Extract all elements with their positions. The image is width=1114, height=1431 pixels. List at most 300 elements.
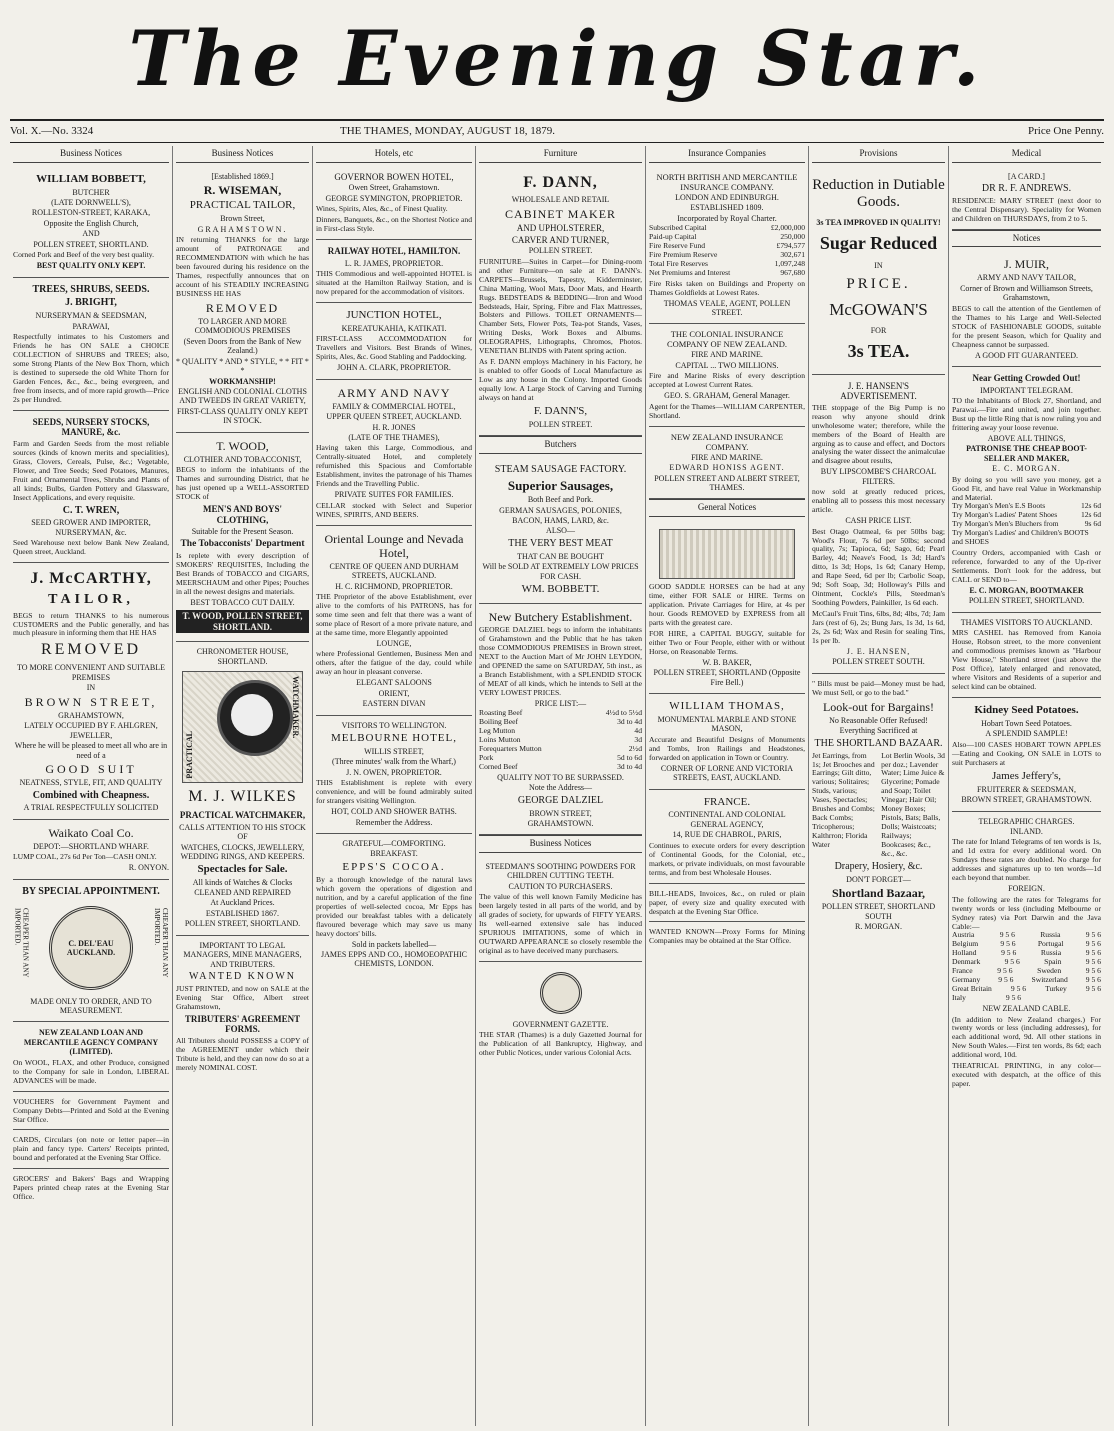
capital-row-cell: 250,000 xyxy=(780,231,805,241)
ad-title: ARMY AND NAVY xyxy=(337,385,451,400)
ad-line: ENGLISH AND COLONIAL CLOTHS AND TWEEDS IN GREAT VARIETY, xyxy=(178,386,307,406)
rates-row-cell: Portugal xyxy=(1037,939,1064,949)
ad-line: WILLIS STREET, xyxy=(364,746,424,756)
ad-sign: J. E. HANSEN, xyxy=(846,646,911,656)
ad-line: CHRONOMETER HOUSE, SHORTLAND. xyxy=(196,647,289,666)
ad-oriental-lounge xyxy=(316,526,472,716)
price-row-cell: 4d xyxy=(634,726,642,736)
ad-line: Sold in packets labelled— xyxy=(351,939,437,949)
ad-body: Continues to execute orders for every description of Continental Goods, for the Colonial, etc., markets, or private individuals, on most favourable terms, and from best Wholesale Houses. xyxy=(649,840,805,877)
ad-body: Seed Warehouse next below Bank New Zealand, Queen street, Auckland. xyxy=(13,538,169,557)
ad-body: " Bills must be paid—Money must be had, We must Sell, or go to the bad." xyxy=(812,678,945,697)
seal-side-text: CHEAPER THAN ANY IMPORTED. xyxy=(152,907,169,977)
volume-number: Vol. X.—No. 3324 xyxy=(10,125,94,137)
ad-title: GOVERNOR BOWEN HOTEL, xyxy=(334,171,454,182)
ad-line: (Seven Doors from the Bank of New Zealand.) xyxy=(183,336,302,356)
capital-row-cell: Subscribed Capital xyxy=(649,222,707,232)
ad-sign: E. C. MORGAN, BOOTMAKER xyxy=(969,586,1084,596)
ad-line: Incorporated by Royal Charter. xyxy=(677,213,777,223)
rates-row xyxy=(952,958,1101,967)
capital-row-cell: Fire Premium Reserve xyxy=(649,249,718,259)
ad-line: 14, RUE DE CHABROL, PARIS, xyxy=(672,830,782,840)
ad-line: WANTED KNOWN xyxy=(188,970,297,982)
ad-trade: BUTCHER xyxy=(72,187,110,197)
ad-body: THE stoppage of the Big Pump is no reason why anyone should drink unwholesome water; therefore, while the members of the Board of Health are arguing as to cause and effect, and Doctors analysing the water dissect the animalculae and disagree about results, xyxy=(812,402,945,466)
ad-name: R. WISEMAN, xyxy=(203,183,282,198)
bazaar-lists xyxy=(812,752,945,859)
section-heading: Butchers xyxy=(479,436,642,454)
ad-line: A SPLENDID SAMPLE! xyxy=(985,729,1068,739)
ad-line: MEN'S AND BOYS' CLOTHING, xyxy=(202,504,282,525)
price-row-cell: 2½d xyxy=(628,743,642,753)
column-3 xyxy=(313,146,476,1426)
ad-title: NORTH BRITISH AND MERCANTILE INSURANCE COMPANY. xyxy=(656,171,798,192)
ad-line: KEREATUKAHIA, KATIKATI. xyxy=(341,323,447,333)
capital-row-cell: £2,000,000 xyxy=(770,222,805,232)
ad-line: THAT CAN BE BOUGHT xyxy=(517,551,604,561)
ad-sign: THOMAS VEALE, AGENT, POLLEN STREET. xyxy=(663,298,791,318)
rates-row-cell: 9 5 6 xyxy=(999,930,1015,940)
ad-line: IMPORTANT TELEGRAM. xyxy=(980,385,1073,395)
ad-line: THE VERY BEST MEAT xyxy=(508,537,613,549)
ad-mcgowans-tea xyxy=(812,167,945,375)
ad-line: WHOLESALE AND RETAIL xyxy=(511,195,610,205)
ad-body: BILL-HEADS, Invoices, &c., on ruled or plain paper, of every size and quality executed with despatch at the Evening Star Office. xyxy=(649,888,805,916)
ad-trade: ARMY AND NAVY TAILOR, xyxy=(977,273,1076,283)
ad-line: 3s TEA. xyxy=(847,341,910,362)
ad-line: * QUALITY * AND * STYLE, * * FIT * * xyxy=(176,356,309,376)
ad-body: FOR HIRE, a CAPITAL BUGGY, suitable for either Two or Four People, either with or without Horse, on Reasonable Terms. xyxy=(649,628,805,656)
ad-title: JUNCTION HOTEL, xyxy=(346,308,442,321)
ad-body: where Professional Gentlemen, Business Men and others, after the fatigue of the day, could while away an hour in pleasant converse. xyxy=(316,649,472,677)
columns xyxy=(10,146,1104,1426)
ad-line: Everything Sacrificed at xyxy=(839,726,918,736)
ad-wren-seeds xyxy=(13,411,169,563)
price-row-cell: 3d to 4d xyxy=(617,761,642,771)
ad-sign: R. MORGAN. xyxy=(855,922,902,932)
rates-row-cell: 9 5 6 xyxy=(1085,975,1101,985)
ad-title: TREES, SHRUBS, SEEDS. xyxy=(32,283,150,295)
ad-title: SEEDS, NURSERY STOCKS, MANURE, &c. xyxy=(32,416,150,438)
ad-body: FIRST-CLASS ACCOMMODATION for Travellers and Visitors. Best Brands of Wines, Spirits, Ales, &c. Good Stabling and Paddocking. xyxy=(316,334,472,362)
rates-row-cell: Denmark xyxy=(952,957,981,967)
ad-trade: TAILOR, xyxy=(48,592,134,608)
ad-title: GOVERNMENT GAZETTE. xyxy=(512,1019,609,1029)
section-heading: Notices xyxy=(952,230,1101,248)
seal-row xyxy=(13,900,169,996)
newspaper-title: The Evening Star. xyxy=(128,14,986,103)
price-list xyxy=(479,709,642,772)
ad-line: Suitable for the Present Season. xyxy=(191,527,294,537)
ad-continental-agency xyxy=(649,790,805,884)
ad-line: FIRST-CLASS QUALITY ONLY KEPT IN STOCK. xyxy=(177,406,308,426)
ad-name: M. J. WILKES xyxy=(188,788,297,806)
ad-title: Near Getting Crowded Out! xyxy=(972,372,1081,383)
ad-line: QUALITY NOT TO BE SURPASSED. xyxy=(497,772,624,782)
boots-row-cell: 9s 6d xyxy=(1084,519,1101,529)
ad-line: THE SHORTLAND BAZAAR. xyxy=(814,737,943,749)
ad-del-eau xyxy=(13,880,169,1023)
ad-line: BROWN STREET, xyxy=(529,808,592,818)
rates-row xyxy=(952,985,1101,994)
ad-bill-heads xyxy=(649,884,805,923)
capital-row-cell: Net Premiums and Interest xyxy=(649,267,731,277)
ad-body: The value of this well known Family Medicine has been largely tested in all parts of the world, and by all grades of society, for upwards of FIFTY YEARS. Its well-earned extensive sale has induced SPURIOUS IMITATIONS, some of which in OUTWARD APPEARANCE so closely resemble the original as to have deceived many purchasers. xyxy=(479,892,642,956)
ad-body: Having taken this Large, Commodious, and Centrally-situated Hotel, and completely refurnished this Spacious and Comfortable Establishment, invites the patronage of his Thames Friends and the Travelling Public. xyxy=(316,443,472,489)
ad-line: BEST TOBACCO CUT DAILY. xyxy=(190,597,295,607)
ad-waikato-coal xyxy=(13,820,169,880)
rates-row-cell: 9 5 6 xyxy=(1085,984,1101,994)
ad-body: CARDS, Circulars (on note or letter paper—in plain and fancy type. Carters' Receipts printed, bound and perforated at the Evening Star Office. xyxy=(13,1135,169,1163)
ad-line: FAMILY & COMMERCIAL HOTEL, xyxy=(332,401,456,411)
ad-cards xyxy=(13,1130,169,1169)
ad-line: INLAND. xyxy=(1010,827,1043,836)
ad-title: Oriental Lounge and Nevada Hotel, xyxy=(324,531,464,560)
ad-name: T. WOOD, xyxy=(216,438,269,453)
ad-line: POLLEN STREET SOUTH. xyxy=(832,657,925,667)
boots-row-cell: Try Morgan's Men's Bluchers from xyxy=(952,519,1059,529)
ad-line: NEW ZEALAND CABLE. xyxy=(982,1004,1071,1014)
column-heading: Furniture xyxy=(479,146,642,163)
ad-line: GRAHAMSTOWN. xyxy=(527,818,594,828)
boots-row-cell: 12s 6d xyxy=(1080,510,1101,520)
ad-line: [A CARD.] xyxy=(1008,171,1045,181)
ad-line: POLLEN STREET. xyxy=(528,419,593,429)
ad-removed: REMOVED xyxy=(40,641,142,659)
ad-line: JAMES EPPS AND CO., HOMOEOPATHIC CHEMISTS, LONDON. xyxy=(321,949,467,969)
ad-removed: REMOVED xyxy=(205,300,280,315)
ad-proxy-forms xyxy=(649,922,805,951)
ad-body: THIS Commodious and well-appointed HOTEL is situated at the Hamilton Railway Station, and is now prepared for the accommodation of visitors. xyxy=(316,269,472,296)
ad-title: THAMES VISITORS TO AUCKLAND. xyxy=(960,617,1093,627)
ad-dalziel-butchery xyxy=(479,604,642,835)
ad-title: FRANCE. xyxy=(703,795,751,808)
rates-row-cell: Switzerland xyxy=(1031,975,1068,985)
ad-line: Remember the Address. xyxy=(355,817,433,827)
ad-body: now sold at greatly reduced prices, enabling all to possess this most necessary article. xyxy=(812,487,945,515)
ad-body: The following are the rates for Telegrams for twenty words or less (including Melbourne or Sydney rates) via Port Darwin and the Java Cable:— xyxy=(952,894,1101,931)
ad-line: GRAHAMSTOWN, xyxy=(58,710,124,720)
ad-line: TO LARGER AND MORE COMMODIOUS PREMISES xyxy=(194,316,291,336)
ad-body: Fire and Marine Risks of every description accepted at Lowest Current Rates. xyxy=(649,371,805,390)
ad-line: POLLEN STREET AND ALBERT STREET, THAMES. xyxy=(654,473,800,492)
ad-morgan-boots xyxy=(952,367,1101,613)
rates-row-cell: 9 5 6 xyxy=(1001,948,1017,958)
ad-body: CELLAR stocked with Select and Superior WINES, SPIRITS, AND BEERS. xyxy=(316,500,472,519)
column-heading: Provisions xyxy=(812,146,945,163)
rates-row-cell: 9 5 6 xyxy=(998,975,1014,985)
price-row-cell: 3d to 4d xyxy=(617,717,642,727)
ad-line: ORIENT, xyxy=(378,688,410,698)
ad-line: PRIVATE SUITES FOR FAMILIES. xyxy=(334,490,454,500)
dateline xyxy=(10,123,1104,141)
ad-trade: NURSERYMAN & SEEDSMAN, xyxy=(35,311,147,321)
rates-row-cell: Russia xyxy=(1040,930,1061,940)
ad-line: FOREIGN. xyxy=(1008,884,1045,894)
ad-trade: PRACTICAL WATCHMAKER, xyxy=(179,810,306,821)
bazaar-list: Lot Berlin Wools, 3d per doz.; Lavender Water; Lime Juice & Glycerine; Pomade and Soap; Toilet Vinegar; Hair Oil; Money Boxes; Pistols, Bats; Balls, Dolls; Waistcoats; Railways; Bookcases; &c., &c., &c. xyxy=(881,750,945,859)
ad-name: J. MUIR, xyxy=(1003,257,1049,272)
ad-line: Both Beef and Pork. xyxy=(527,495,594,505)
rates-row-cell: Great Britain xyxy=(952,984,992,994)
ad-subhead: The Tobacconists' Department xyxy=(180,538,305,549)
ad-line: Sugar Reduced xyxy=(819,233,938,254)
ad-line: GRAHAMSTOWN. xyxy=(197,224,288,234)
rates-row-cell: Germany xyxy=(952,975,981,985)
ad-line: All kinds of Watches & Clocks CLEANED AND REPAIRED xyxy=(192,878,293,897)
ad-trade: CABINET MAKER xyxy=(504,206,617,221)
ad-line: A TRIAL RESPECTFULLY SOLICITED xyxy=(23,803,159,813)
ad-line: Brown Street, xyxy=(220,214,265,224)
ad-title: EPPS'S COCOA. xyxy=(342,860,446,873)
rates-row-cell: 9 5 6 xyxy=(1000,939,1016,949)
ad-line: LONDON AND EDINBURGH. xyxy=(675,192,779,202)
ad-line: ESTABLISHED 1809. xyxy=(690,203,764,213)
place-date: THE THAMES, MONDAY, AUGUST 18, 1879. xyxy=(340,125,556,137)
price-row-cell: Roasting Beef xyxy=(479,708,523,718)
ad-title: NEW ZEALAND INSURANCE COMPANY. xyxy=(670,431,784,452)
ad-north-british xyxy=(649,167,805,325)
coach-illustration-image xyxy=(659,529,795,579)
rates-row-cell: 9 5 6 xyxy=(1010,984,1027,994)
capital-row-cell: 302,671 xyxy=(780,249,805,259)
price-row-cell: Loins Mutton xyxy=(479,735,521,745)
ad-line: DON'T FORGET— xyxy=(846,874,911,884)
rates-row-cell: 9 5 6 xyxy=(1004,957,1020,967)
capital-row-cell: Fire Reserve Fund xyxy=(649,240,706,250)
ad-governor-bowen xyxy=(316,167,472,240)
rates-row-cell: 9 5 6 xyxy=(997,966,1013,976)
ad-name: E. C. MORGAN. xyxy=(992,464,1061,474)
ad-body: The rate for Inland Telegrams of ten words is 1s, and 1d extra for every additional word. On Sundays these rates are doubled. No charge for addresses and signatures up to ten words—1d each beyond that number. xyxy=(952,837,1101,883)
ad-banner: T. WOOD, POLLEN STREET, SHORTLAND. xyxy=(176,610,309,633)
ad-line: EASTERN DIVAN xyxy=(362,699,426,709)
royal-arms-image xyxy=(540,972,582,1014)
column-2 xyxy=(173,146,313,1426)
ad-nz-insurance xyxy=(649,427,805,500)
ad-wilkes-watchmaker xyxy=(176,642,309,935)
ad-line: H. C. RICHMOND, PROPRIETOR. xyxy=(335,581,453,591)
ad-jefferys xyxy=(952,698,1101,812)
ad-line: FIRE AND MARINE. xyxy=(691,350,763,360)
ad-bright-nursery xyxy=(13,278,169,411)
ad-body: Corned Pork and Beef of the very best quality. xyxy=(13,250,155,260)
ad-line: AND xyxy=(82,229,100,239)
ad-steedman-powders xyxy=(479,857,642,962)
masthead xyxy=(0,0,1114,118)
ad-name: Shortland Bazaar, xyxy=(832,886,925,901)
ad-suit: GOOD SUIT xyxy=(45,761,137,776)
ad-title: NEW ZEALAND LOAN AND MERCANTILE AGENCY COMPANY (LIMITED). xyxy=(23,1028,159,1057)
ad-line: TRIBUTERS' AGREEMENT FORMS. xyxy=(184,1013,301,1035)
price-row-cell: Corned Beef xyxy=(479,761,518,771)
ad-title: STEAM SAUSAGE FACTORY. xyxy=(494,464,627,475)
ad-title: STEEDMAN'S SOOTHING POWDERS FOR CHILDREN CUTTING TEETH. xyxy=(485,862,636,881)
bazaar-list: Jet Earrings, from 1s; Jet Brooches and Earrings; Gilt ditto, various; Solitaires; Studs, various; Vases, Spectacles; Brushes and Combs; Back Combs; Tricopherous; Kalthrron; Florida Water xyxy=(812,750,875,850)
ad-mccarthy-tailor xyxy=(13,563,169,820)
ad-line: POLLEN STREET, SHORTLAND. xyxy=(184,919,301,929)
ad-body: BEGS to return THANKS to his numerous CUSTOMERS and the Public generally, and has much pleasure in informing them that HE HAS xyxy=(13,610,169,638)
ad-title: J. E. HANSEN'S ADVERTISEMENT. xyxy=(840,380,917,402)
ad-body: Respectfully intimates to his Customers and Friends he has ON SALE a CHOICE COLLECTION of SHRUBS and TREES; also, some Strong Plants of the New Box Thorn, which is destined to supersede the old White Thorn for Garden Fences, &c., &c., being evergreen, and free from insects, and of more rapid growth—Price 2s per Hundred. xyxy=(13,332,169,404)
capital-row-cell: Paid-up Capital xyxy=(649,231,697,241)
masthead-rule xyxy=(10,119,1104,121)
ad-line: L. R. JAMES, PROPRIETOR. xyxy=(344,258,444,268)
column-7 xyxy=(949,146,1104,1426)
ad-name: C. T. WREN, xyxy=(62,504,120,516)
ad-body: By a thorough knowledge of the natural laws which govern the operations of digestion and nutrition, and by a careful application of the fine properties of well-selected cocoa, Mr Epps has provided our breakfast tables with a delicately flavoured beverage which may save us many heavy doctors' bills. xyxy=(316,874,472,938)
column-heading: Medical xyxy=(952,146,1101,163)
boots-row-cell: Try Morgan's Ladies' and Children's BOOTS and SHOES xyxy=(952,528,1089,547)
ad-nz-loan xyxy=(13,1022,169,1091)
boots-row xyxy=(952,529,1101,547)
capital-row-cell: 1,097,248 xyxy=(774,258,805,268)
ad-line: WATCHES, CLOCKS, JEWELLERY, WEDDING RINGS, AND KEEPERS. xyxy=(180,842,305,862)
boots-row-cell: Try Morgan's Ladies' Patent Shoes xyxy=(952,510,1058,520)
ad-line: Drapery, Hosiery, &c. xyxy=(834,861,923,872)
ad-body: By doing so you will save you money, get a Good Fit, and have real Value in Workmanship and Material. xyxy=(952,474,1101,502)
ad-name: McGOWAN'S xyxy=(829,299,928,319)
ad-body: On WOOL, FLAX, and other Produce, consigned to the Company for sale in London, LIBERAL ADVANCES will be made. xyxy=(13,1057,169,1085)
ad-title: VISITORS TO WELLINGTON. xyxy=(341,720,447,730)
ad-line: Opposite the English Church, xyxy=(43,218,139,228)
ad-line: CALLS ATTENTION TO HIS STOCK OF xyxy=(179,822,306,842)
ad-title: MELBOURNE HOTEL, xyxy=(331,732,457,745)
ad-line: FOR xyxy=(870,325,887,335)
column-heading: Insurance Companies xyxy=(649,146,805,163)
ad-body: GROCERS' and Bakers' Bags and Wrapping Papers printed cheap rates at the Evening Star Office. xyxy=(13,1174,169,1202)
price-row-cell: 4½d to 5½d xyxy=(605,708,642,718)
ad-line: CORNER OF LORNE AND VICTORIA STREETS, EAST, AUCKLAND. xyxy=(660,763,794,783)
section-heading: General Notices xyxy=(649,499,805,517)
ad-line: POLLEN STREET, SHORTLAND. xyxy=(33,239,149,249)
ad-sign: R. ONYON. xyxy=(128,863,169,873)
ad-title: Look-out for Bargains! xyxy=(822,699,935,714)
boots-row-cell: 12s 6d xyxy=(1080,501,1101,511)
rates-row-cell: Belgium xyxy=(952,939,979,949)
column-6 xyxy=(809,146,949,1426)
ad-title: New Butchery Establishment. xyxy=(488,609,633,624)
ad-line: BUY LIPSCOMBE'S CHARCOAL FILTERS. xyxy=(820,467,937,486)
ad-body: GEORGE DALZIEL begs to inform the inhabitants of Grahamstown and the Public that he has taken those COMMODIOUS PREMISES in Brown street, NEXT to the Auction Mart of Mr JOHN LEYDON, and OPENED the same on SATURDAY, 5th inst., as a Branch Establishment, with a SPLENDID STOCK of MEAT of all kinds, which he intends to Sell at the VERY LOWEST PRICES. xyxy=(479,625,642,697)
ad-title: TELEGRAPHIC CHARGES. xyxy=(978,816,1075,826)
ad-thomas-mason xyxy=(649,694,805,790)
ad-colonial-insurance xyxy=(649,324,805,426)
ad-body: (In addition to New Zealand charges.) For twenty words or less (including addresses), for each additional word, 9d. All other stations in New South Wales.—First ten words, 8s 6d; each additional word, 10d. xyxy=(952,1014,1101,1060)
company-seal-image xyxy=(49,906,133,990)
ad-line: Will be SOLD AT EXTREMELY LOW PRICES FOR CASH. xyxy=(482,562,639,581)
ad-line: GEORGE SYMINGTON, PROPRIETOR. xyxy=(325,193,463,203)
column-heading: Business Notices xyxy=(176,146,309,163)
ad-body: VOUCHERS for Government Payment and Company Debts—Printed and Sold at the Evening Star Office. xyxy=(13,1096,169,1124)
ad-line: BROWN STREET, GRAHAMSTOWN. xyxy=(961,795,1092,805)
column-5 xyxy=(646,146,809,1426)
clock-face-image xyxy=(231,694,273,736)
ad-grocers xyxy=(13,1169,169,1207)
ad-line: IN xyxy=(874,260,883,270)
ad-body: IN returning THANKS for the large amount of PATRONAGE and RECOMMENDATION with which he has been favoured during his residence on the Thames, respectfully announces that on account of his STEADILY INCREASING BUSINESS HE HAS xyxy=(176,235,309,298)
sign-text: PRACTICAL xyxy=(185,730,194,779)
ad-line: BACON, HAMS, LARD, &c. xyxy=(512,516,609,525)
ad-body: Is replete with every description of SMOKERS' REQUISITES, Including the Best Brands of TOBACCO and CIGARS, MEERSCHAUM and other Pipes; Pouches in all the newest designs and materials. xyxy=(176,550,309,596)
ad-body: TO the Inhabitants of Block 27, Shortland, and Parawai.—Fire and united, and join together. Bust up the little Ring that is now ruling you and frittering away your loose revenue. xyxy=(952,396,1101,432)
ad-title: WILLIAM THOMAS, xyxy=(669,699,785,712)
ad-cashel xyxy=(952,613,1101,698)
ad-line: ABOVE ALL THINGS, xyxy=(987,433,1066,443)
ad-line: LATELY OCCUPIED BY F. AHLGREN, JEWELLER, xyxy=(24,721,158,740)
ad-body: RESIDENCE: MARY STREET (next door to the Central Dispensary). Speciality for Women and Children on THURSDAYS, from 2 to 5. xyxy=(952,195,1101,223)
ad-railway-hotel xyxy=(316,240,472,303)
capital-row-cell: 967,680 xyxy=(780,267,805,277)
ad-bobbett-butcher xyxy=(13,167,169,278)
ad-body: MRS CASHEL has Removed from Kanoia House, Robson street, to the more convenient and commodious premises known as "Harbour View House," Shortland street (just above the Post Office), lately enlarged and renovated, where Visitors and Residents of a superior and select kind can be obtained. xyxy=(952,628,1101,692)
ad-title: Kidney Seed Potatoes. xyxy=(974,704,1079,717)
ad-wiseman-tailor xyxy=(176,167,309,433)
ad-line: CAUTION TO PURCHASERS. xyxy=(508,881,613,891)
ad-line: [Established 1869.] xyxy=(211,171,274,181)
ad-line: At Auckland Prices. xyxy=(210,898,275,908)
ad-body: THE Proprietor of the above Establishment, ever alive to the comforts of his PATRONS, has for some time seen and felt that there was a want of some place of Resort of a more private nature, and at the same time, more Elegantly appointed xyxy=(316,592,472,638)
rates-row-cell: 9 5 6 xyxy=(1085,966,1101,976)
column-heading: Hotels, etc xyxy=(316,146,472,163)
ad-melbourne-hotel xyxy=(316,716,472,834)
ad-body: Agent for the Thames—WILLIAM CARPENTER, Shortland. xyxy=(649,401,805,420)
ad-line: EDWARD HONISS AGENT. xyxy=(669,463,785,473)
rates-row-cell: Sweden xyxy=(1037,966,1062,976)
rates-row-cell: Turkey xyxy=(1045,984,1067,994)
ad-line: PRICE. xyxy=(846,276,911,293)
ad-line: ROLLESTON-STREET, KARAKA, xyxy=(31,208,151,218)
ad-trade: SEED GROWER AND IMPORTER, NURSERYMAN, &c. xyxy=(31,518,151,537)
ad-body: All Tributers should POSSESS a COPY of the AGREEMENT under which their Tribute is held, and they can now do so at a merely NOMINAL COST. xyxy=(176,1035,309,1072)
ad-sign: GEORGE DALZIEL xyxy=(517,794,604,806)
ad-title: WILLIAM BOBBETT, xyxy=(36,172,146,185)
rates-row-cell: Spain xyxy=(1044,957,1062,967)
ad-tributers-forms xyxy=(176,936,309,1078)
ad-telegraphic-charges xyxy=(952,812,1101,1095)
capital-row-cell: Total Fire Reserves xyxy=(649,258,708,268)
ad-line: (LATE DORNWELL'S), xyxy=(51,198,131,208)
boots-price-list xyxy=(952,502,1101,547)
ad-line: UPPER QUEEN STREET, AUCKLAND. xyxy=(326,412,462,422)
ad-body: Farm and Garden Seeds from the most reliable sources (kinds of known merits and specialities), Grass, Clovers, Cereals, Pulse, &c.; Vegetable, Flower, and Tree Seeds; Seed Potatoes, Manures, Fruit and Ornamental Trees, Shrubs and Plants of all kinds; Bulbs, Garden Pottery and Glassware, Insect Applications, and every requisite. xyxy=(13,438,169,502)
price: Price One Penny. xyxy=(1028,125,1104,137)
capital-row-cell: £794,577 xyxy=(776,240,805,250)
ad-title: Waikato Coal Co. xyxy=(48,825,134,840)
rates-table xyxy=(952,931,1101,1003)
ad-line: POLLEN STREET, SHORTLAND (Opposite Fire Bell.) xyxy=(653,668,801,687)
ad-line: Where he will be pleased to meet all who are in need of a xyxy=(14,741,168,760)
boots-row-cell: Try Morgan's Men's E.S Boots xyxy=(952,501,1046,511)
ad-line: ESTABLISHED 1867. xyxy=(205,908,280,918)
ad-trade: PRACTICAL TAILOR, xyxy=(189,199,296,212)
ad-line: CARVER AND TURNER, xyxy=(511,234,610,245)
ad-line: CAPITAL ... TWO MILLIONS. xyxy=(675,360,779,370)
ad-baker-horses xyxy=(649,521,805,694)
rates-row-cell: France xyxy=(952,966,973,976)
price-row-cell: Forequarters Mutton xyxy=(479,743,542,753)
ad-body: Dinners, Banquets, &c., on the Shortest Notice and in First-class Style. xyxy=(316,215,472,233)
ad-line: IN xyxy=(86,683,96,693)
ad-line: MADE ONLY TO ORDER, AND TO MEASUREMENT. xyxy=(30,996,152,1015)
rates-row-cell: 9 5 6 xyxy=(1085,930,1101,940)
ad-line: CASH PRICE LIST. xyxy=(845,516,912,526)
ad-sign: GEO. S. GRAHAM, General Manager. xyxy=(664,391,790,401)
ad-body: THIS Establishment is replete with every convenience, and will be found admirably suited for strangers visiting Wellington. xyxy=(316,778,472,806)
seal-side-text: CHEAPER THAN ANY IMPORTED. xyxy=(13,907,30,977)
ad-shortland-bazaar xyxy=(812,674,945,938)
ad-line: Superior Sausages, xyxy=(507,477,614,493)
